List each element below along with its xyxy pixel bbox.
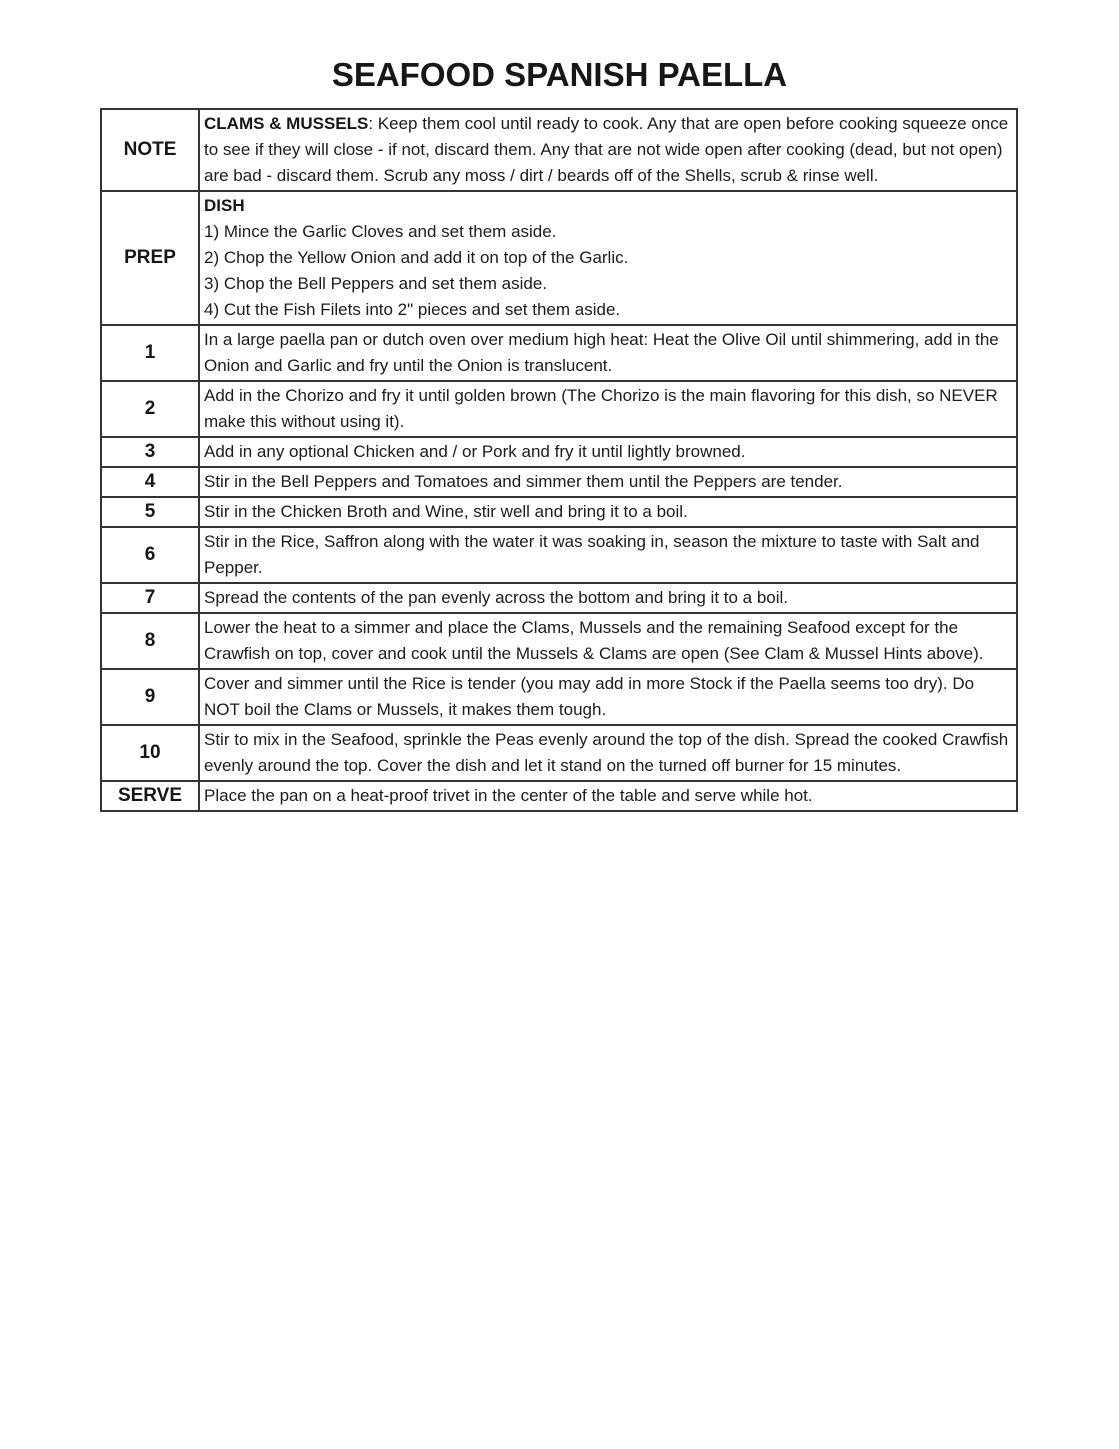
row-label-1: 1 <box>101 325 199 381</box>
row-label-prep: PREP <box>101 191 199 325</box>
row-label-7: 7 <box>101 583 199 613</box>
row-content-9: Cover and simmer until the Rice is tender (you may add in more Stock if the Paella seems too dry). Do NOT boil the Clams or Mussels, it makes them tough. <box>199 669 1017 725</box>
table-row-step-6 <box>101 527 1017 583</box>
prep-step-2: 2) Chop the Yellow Onion and add it on top of the Garlic. <box>204 248 629 267</box>
row-content-5: Stir in the Chicken Broth and Wine, stir well and bring it to a boil. <box>199 497 1017 527</box>
row-content-serve: Place the pan on a heat-proof trivet in the center of the table and serve while hot. <box>199 781 1017 811</box>
row-content-3: Add in any optional Chicken and / or Pork and fry it until lightly browned. <box>199 437 1017 467</box>
row-content-6: Stir in the Rice, Saffron along with the water it was soaking in, season the mixture to taste with Salt and Pepper. <box>199 527 1017 583</box>
table-row-step-10 <box>101 725 1017 781</box>
table-row-step-2 <box>101 381 1017 437</box>
table-row-step-1 <box>101 325 1017 381</box>
row-content-10: Stir to mix in the Seafood, sprinkle the Peas evenly around the top of the dish. Spread the cooked Crawfish evenly around the top. Cover the dish and let it stand on the turned off burner for 15 minutes. <box>199 725 1017 781</box>
table-row-step-8 <box>101 613 1017 669</box>
prep-step-1: 1) Mince the Garlic Cloves and set them aside. <box>204 222 557 241</box>
recipe-table <box>100 108 1018 812</box>
prep-step-3: 3) Chop the Bell Peppers and set them aside. <box>204 274 548 293</box>
row-content-prep <box>199 191 1017 325</box>
row-content-1: In a large paella pan or dutch oven over medium high heat: Heat the Olive Oil until shimmering, add in the Onion and Garlic and fry until the Onion is translucent. <box>199 325 1017 381</box>
table-row-step-4 <box>101 467 1017 497</box>
prep-heading: DISH <box>204 196 245 215</box>
row-label-9: 9 <box>101 669 199 725</box>
row-label-serve: SERVE <box>101 781 199 811</box>
row-content-7: Spread the contents of the pan evenly across the bottom and bring it to a boil. <box>199 583 1017 613</box>
table-row-note <box>101 109 1017 191</box>
table-row-step-5 <box>101 497 1017 527</box>
recipe-title: SEAFOOD SPANISH PAELLA <box>331 56 788 93</box>
row-content-note <box>199 109 1017 191</box>
row-label-2: 2 <box>101 381 199 437</box>
table-row-prep <box>101 191 1017 325</box>
row-label-10: 10 <box>101 725 199 781</box>
row-label-3: 3 <box>101 437 199 467</box>
row-content-2: Add in the Chorizo and fry it until golden brown (The Chorizo is the main flavoring for this dish, so NEVER make this without using it). <box>199 381 1017 437</box>
note-body-text: : Keep them cool until ready to cook. Any that are open before cooking squeeze once to see if they will close - if not, discard them. Any that are not wide open after cooking (dead, but not open) are bad - discard them. Scrub any moss / dirt / beards off of the Shells, scrub & rinse well. <box>204 114 1009 185</box>
row-label-8: 8 <box>101 613 199 669</box>
row-label-5: 5 <box>101 497 199 527</box>
row-content-8: Lower the heat to a simmer and place the Clams, Mussels and the remaining Seafood except for the Crawfish on top, cover and cook until the Mussels & Clams are open (See Clam & Mussel Hints above). <box>199 613 1017 669</box>
prep-step-4: 4) Cut the Fish Filets into 2" pieces and set them aside. <box>204 300 621 319</box>
table-row-step-9 <box>101 669 1017 725</box>
table-row-step-7 <box>101 583 1017 613</box>
table-row-step-3 <box>101 437 1017 467</box>
row-label-6: 6 <box>101 527 199 583</box>
note-lead-text: CLAMS & MUSSELS <box>204 114 369 133</box>
table-row-serve <box>101 781 1017 811</box>
row-label-note: NOTE <box>101 109 199 191</box>
row-content-4: Stir in the Bell Peppers and Tomatoes and simmer them until the Peppers are tender. <box>199 467 1017 497</box>
row-label-4: 4 <box>101 467 199 497</box>
